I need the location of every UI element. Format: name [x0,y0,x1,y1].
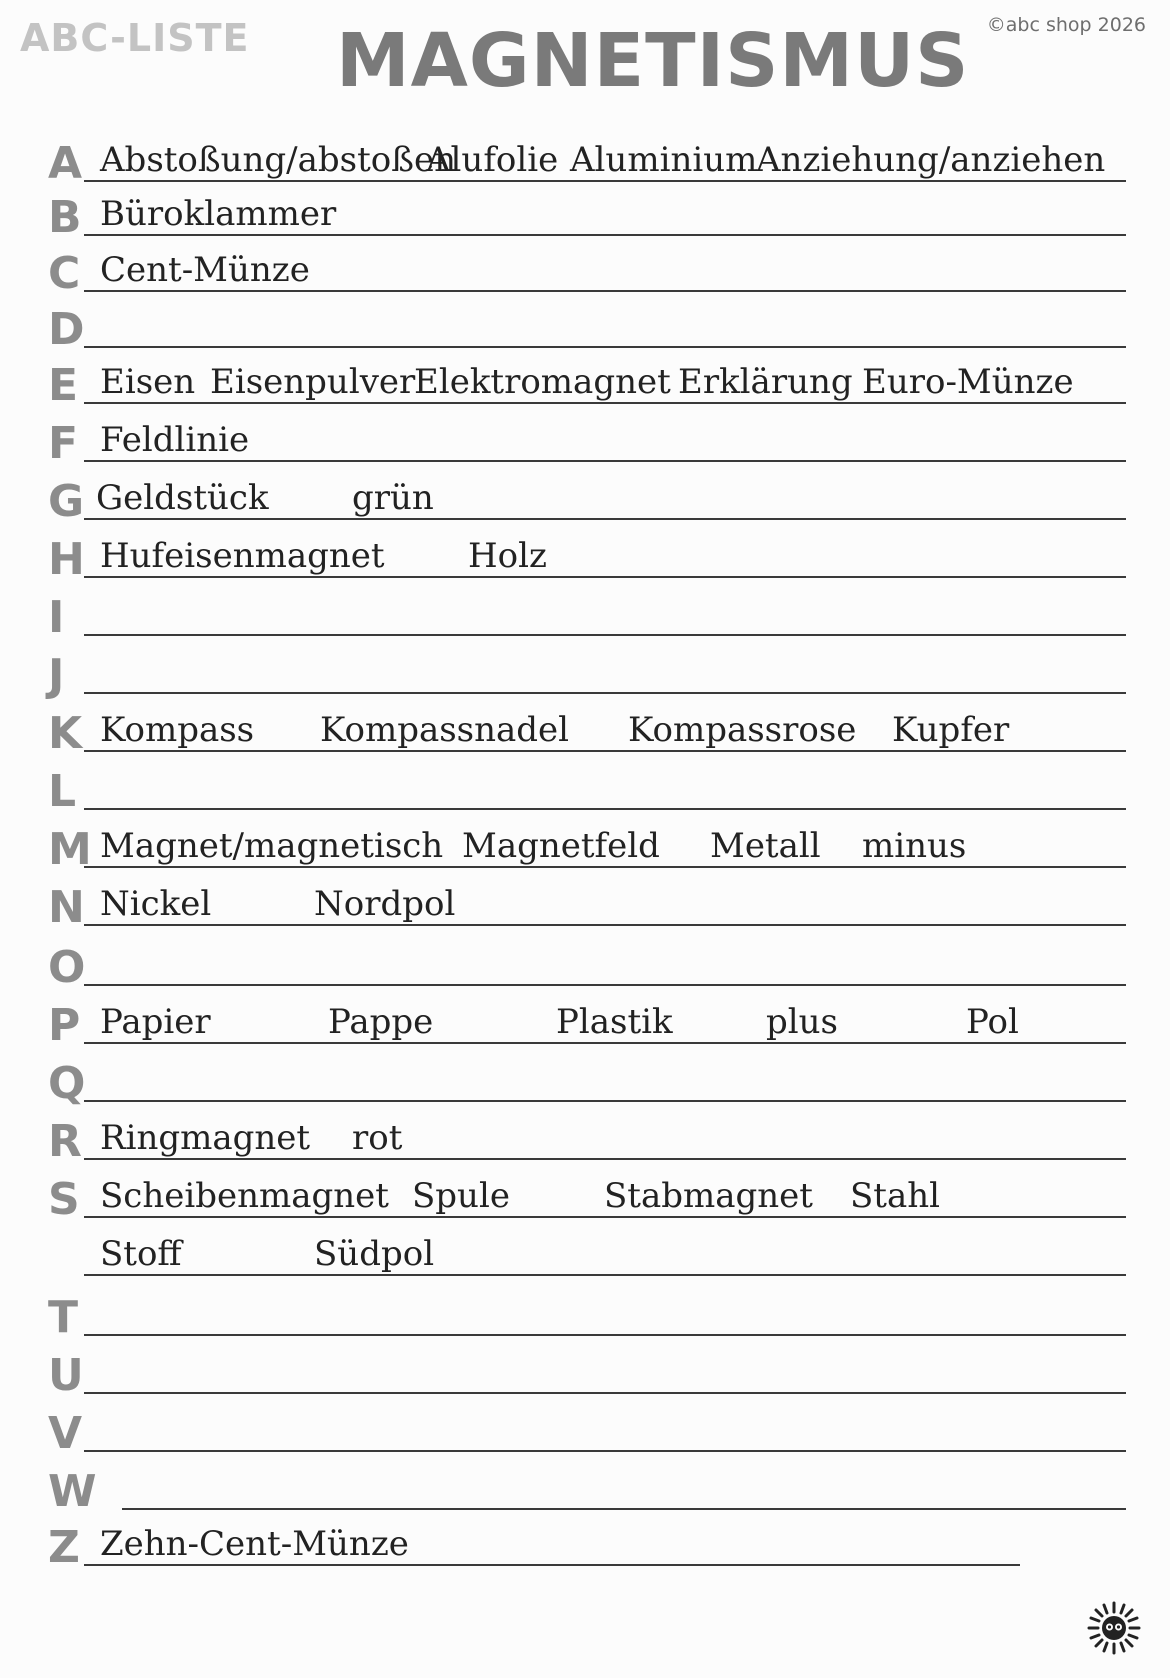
list-word: Abstoßung/abstoßen [100,140,456,180]
row-letter: F [48,418,79,469]
list-row [0,406,1170,469]
row-letter: L [48,766,77,817]
writing-line [84,808,1126,810]
row-letter: Q [48,1058,86,1109]
list-row [0,348,1170,411]
list-row [0,1220,1170,1280]
writing-line [84,1042,1126,1044]
writing-line [84,692,1126,694]
list-word: grün [352,478,434,518]
list-word: rot [352,1118,403,1158]
list-word: Pappe [328,1002,434,1042]
list-row [0,930,1170,993]
copyright-notice: ©abc shop 2026 [986,14,1146,36]
row-letter: G [48,476,85,527]
list-word: minus [862,826,967,866]
list-word: Hufeisenmagnet [100,536,385,576]
row-letter: S [48,1174,80,1225]
list-row [0,1338,1170,1401]
row-letter: H [48,534,85,585]
row-letter: D [48,304,85,355]
row-letter: C [48,248,81,299]
row-letter: V [48,1408,83,1459]
list-word: Kupfer [892,710,1010,750]
list-row [0,1162,1170,1225]
list-word: Zehn-Cent-Münze [100,1524,409,1564]
writing-line [84,866,1126,868]
row-letter: K [48,708,83,759]
page-title: MAGNETISMUS [336,18,970,104]
list-word: plus [766,1002,838,1042]
list-word: Stoff [100,1234,182,1274]
list-row [0,1396,1170,1459]
row-letter: E [48,360,79,411]
row-letter: O [48,942,86,993]
list-row [0,1104,1170,1167]
list-word: Spule [412,1176,510,1216]
list-word: Plastik [556,1002,673,1042]
list-row [0,1510,1170,1573]
list-word: Geldstück [96,478,269,518]
writing-line [84,634,1126,636]
list-word: Papier [100,1002,211,1042]
writing-line [84,1216,1126,1218]
writing-line [84,402,1126,404]
list-word: Euro-Münze [862,362,1074,402]
writing-line [84,1450,1126,1452]
list-row [0,988,1170,1051]
row-letter: B [48,192,82,243]
list-row [0,236,1170,299]
writing-line [84,1334,1126,1336]
list-word: Eisenpulver [210,362,416,402]
list-word: Ringmagnet [100,1118,311,1158]
writing-line [84,924,1126,926]
writing-line [84,460,1126,462]
list-row [0,580,1170,643]
writing-line [84,1564,1020,1566]
list-word: Stahl [850,1176,940,1216]
list-row [0,870,1170,933]
row-letter: T [48,1292,79,1343]
list-word: Nordpol [314,884,456,924]
list-row [0,754,1170,817]
row-letter: R [48,1116,82,1167]
writing-line [84,750,1126,752]
list-row [0,1280,1170,1343]
row-letter: Z [48,1522,80,1573]
writing-line [84,1392,1126,1394]
list-word: Erklärung [678,362,853,402]
writing-line [84,984,1126,986]
list-word: Südpol [314,1234,435,1274]
list-row [0,1046,1170,1109]
list-word: Cent-Münze [100,250,310,290]
list-word: Büroklammer [100,194,337,234]
list-word: Alufolie [426,140,559,180]
row-letter: W [48,1466,97,1517]
list-word: Kompass [100,710,255,750]
writing-line [84,1158,1126,1160]
writing-line [84,576,1126,578]
sun-logo-icon [1086,1600,1142,1656]
list-word: Eisen [100,362,196,402]
list-word: Scheibenmagnet [100,1176,389,1216]
list-row [0,464,1170,527]
list-word: Kompassrose [628,710,857,750]
list-row [0,1454,1170,1517]
row-letter: M [48,824,92,875]
list-word: Anziehung/anziehen [756,140,1106,180]
list-word: Pol [966,1002,1019,1042]
list-row [0,180,1170,243]
list-word: Magnetfeld [462,826,660,866]
row-letter: J [48,650,65,701]
list-word: Feldlinie [100,420,250,460]
writing-line [84,1274,1126,1276]
list-row [0,638,1170,701]
row-letter: N [48,882,85,933]
row-letter: P [48,1000,81,1051]
writing-line [84,1100,1126,1102]
writing-line [84,518,1126,520]
list-word: Aluminium [570,140,758,180]
list-word: Metall [710,826,821,866]
list-row [0,292,1170,355]
list-word: Magnet/magnetisch [100,826,444,866]
list-row [0,126,1170,189]
list-word: Nickel [100,884,212,924]
row-letter: I [48,592,65,643]
list-row [0,696,1170,759]
brand-label: ABC-LISTE [20,16,250,60]
row-letter: A [48,138,83,189]
list-word: Elektromagnet [414,362,671,402]
row-letter: U [48,1350,84,1401]
list-word: Stabmagnet [604,1176,813,1216]
list-word: Holz [468,536,547,576]
list-row [0,812,1170,875]
list-word: Kompassnadel [320,710,570,750]
list-row [0,522,1170,585]
